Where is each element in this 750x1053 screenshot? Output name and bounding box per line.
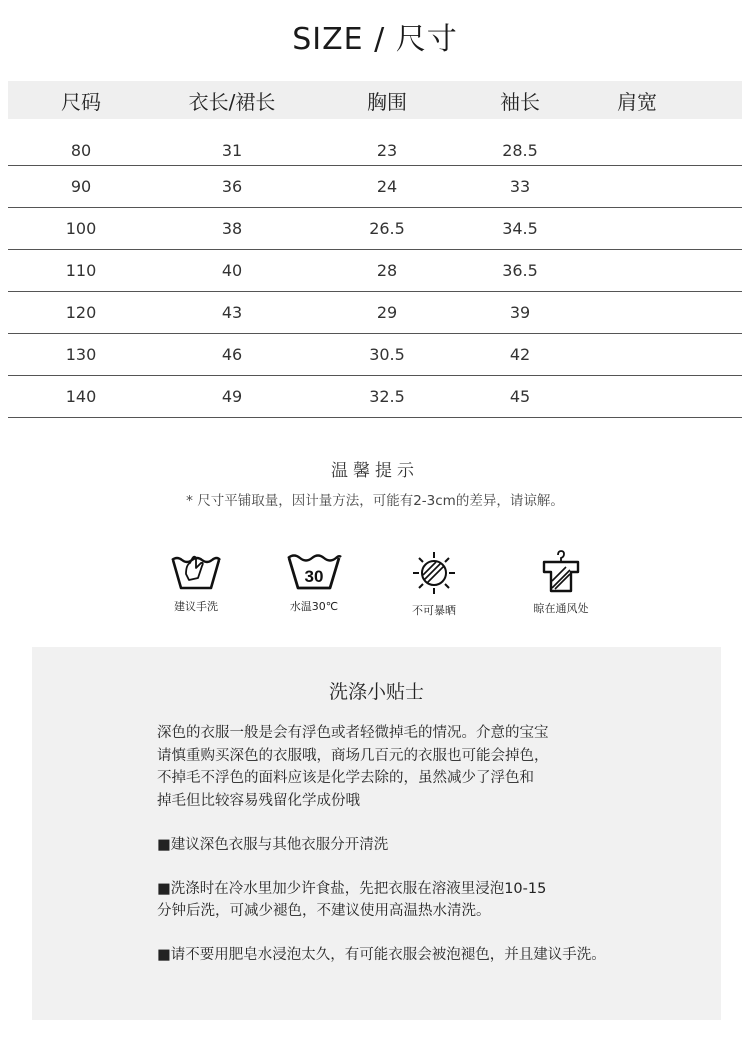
temp-text: 30 <box>304 567 324 586</box>
cell-length: 31 <box>221 141 243 160</box>
care-item-water-temp <box>259 550 369 614</box>
cell-chest: 23 <box>376 141 398 160</box>
cell-chest: 28 <box>376 261 398 280</box>
table-row <box>8 250 742 292</box>
bullet-line: ■请不要用肥皂水浸泡太久，有可能衣服会被泡褪色，并且建议手洗。 <box>157 946 606 963</box>
table-row <box>8 119 742 166</box>
header-length: 衣长/裙长 <box>188 90 276 114</box>
header-sleeve: 袖长 <box>500 90 540 114</box>
cell-chest: 30.5 <box>369 345 405 364</box>
cell-size: 140 <box>65 387 97 406</box>
cell-length: 38 <box>221 219 243 238</box>
care-item-hand-wash <box>141 550 251 614</box>
cell-sleeve: 28.5 <box>502 141 538 160</box>
hand-wash-icon <box>169 550 223 592</box>
cell-sleeve: 39 <box>509 303 531 322</box>
tips-note: * 尺寸平铺取量，因计量方法，可能有2-3cm的差异，请谅解。 <box>186 493 564 509</box>
cell-length: 36 <box>221 177 243 196</box>
care-item-no-sun <box>379 550 489 618</box>
bullet-line: 分钟后洗，可减少褪色，不建议使用高温热水清洗。 <box>157 903 491 919</box>
cell-size: 100 <box>65 219 97 238</box>
table-row <box>8 292 742 334</box>
cell-length: 46 <box>221 345 243 364</box>
table-row <box>8 166 742 208</box>
cell-sleeve: 34.5 <box>502 219 538 238</box>
cell-sleeve: 42 <box>509 345 531 364</box>
table-row <box>8 208 742 250</box>
cell-size: 110 <box>65 261 97 280</box>
cell-length: 43 <box>221 303 243 322</box>
cell-size: 90 <box>70 177 92 196</box>
paragraph-line: 深色的衣服一般是会有浮色或者轻微掉毛的情况。介意的宝宝 <box>157 725 549 741</box>
table-header <box>8 81 742 119</box>
cell-chest: 26.5 <box>369 219 405 238</box>
table-row <box>8 376 742 418</box>
no-sun-dry-icon <box>409 550 459 596</box>
cell-chest: 29 <box>376 303 398 322</box>
bullet-line: ■洗涤时在冷水里加少许食盐，先把衣服在溶液里浸泡10-15 <box>157 880 547 897</box>
cell-chest: 24 <box>376 177 398 196</box>
wash-tips-title: 洗涤小贴士 <box>328 681 424 703</box>
water-temp-30-icon <box>285 550 343 592</box>
cell-length: 49 <box>221 387 243 406</box>
paragraph-line: 不掉毛不浮色的面料应该是化学去除的，虽然减少了浮色和 <box>157 770 534 786</box>
tips-title: 温馨提示 <box>331 461 419 481</box>
table-row <box>8 334 742 376</box>
shade-dry-icon <box>536 550 586 594</box>
care-label: 水温30℃ <box>289 600 339 613</box>
bullet-line: ■建议深色衣服与其他衣服分开清洗 <box>157 837 389 853</box>
cell-sleeve: 36.5 <box>502 261 538 280</box>
header-size: 尺码 <box>61 90 101 114</box>
cell-sleeve: 45 <box>509 387 531 406</box>
wash-bullet <box>157 878 687 923</box>
cell-size: 130 <box>65 345 97 364</box>
care-icons <box>0 550 750 630</box>
cell-sleeve: 33 <box>509 177 531 196</box>
size-table <box>8 81 742 418</box>
wash-tips-text <box>157 722 687 987</box>
page-title: SIZE / 尺寸 <box>292 22 458 57</box>
cell-length: 40 <box>221 261 243 280</box>
header-shoulder: 肩宽 <box>617 90 657 114</box>
care-label: 建议手洗 <box>174 600 218 613</box>
header-chest: 胸围 <box>367 90 407 114</box>
care-item-shade-dry <box>506 550 616 616</box>
care-label: 不可暴晒 <box>412 604 456 617</box>
wash-tips-box <box>32 647 721 1020</box>
paragraph-line: 请慎重购买深色的衣服哦，商场几百元的衣服也可能会掉色， <box>157 747 549 764</box>
wash-bullet <box>157 834 687 857</box>
cell-size: 120 <box>65 303 97 322</box>
paragraph-line: 掉毛但比较容易残留化学成份哦 <box>157 792 360 809</box>
wash-bullet <box>157 944 687 967</box>
cell-size: 80 <box>70 141 92 160</box>
cell-chest: 32.5 <box>369 387 405 406</box>
wash-paragraph <box>157 722 687 812</box>
care-label: 晾在通风处 <box>533 602 589 615</box>
